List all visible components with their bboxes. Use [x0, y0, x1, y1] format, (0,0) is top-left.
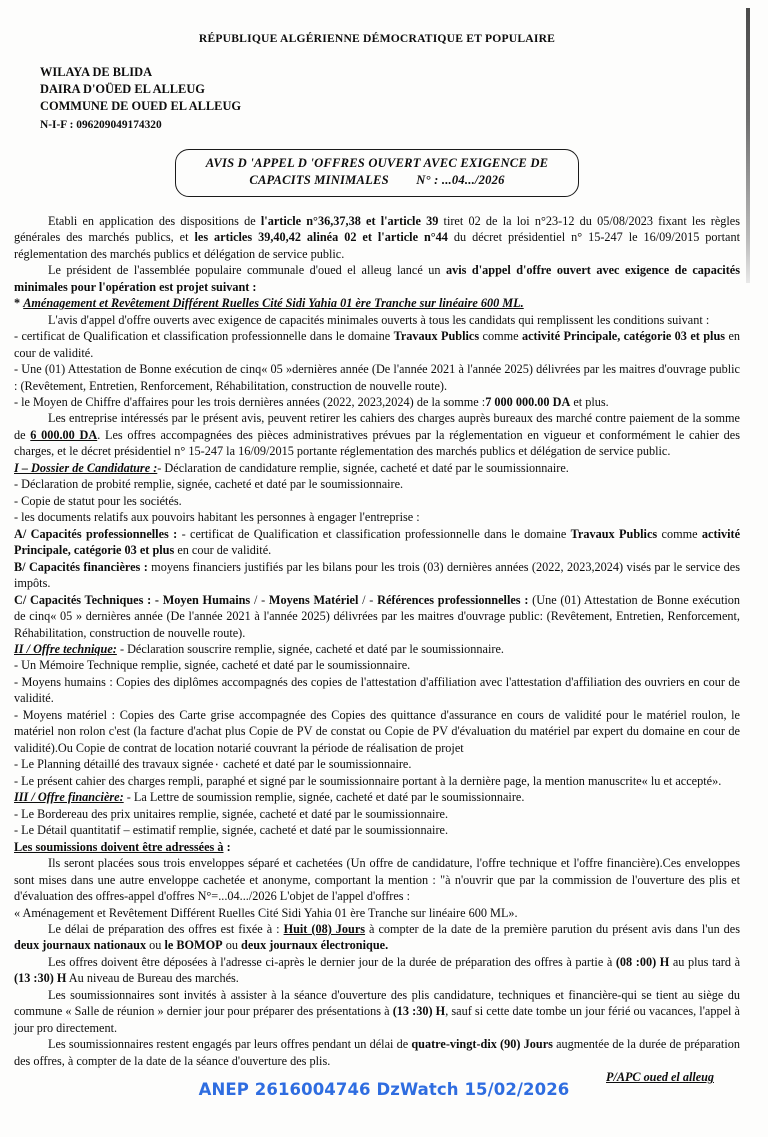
condition-item-attestation: - Une (01) Attestation de Bonne exécution de cinq« 05 »dernières année (De l'année 2021 à l'année 2025) délivrées par les maitres d'ouvrage public : (Revêtement, Entretien, Renforcement, Réhabilitation, construction de nouvelle route).	[14, 362, 740, 393]
section-3-text: - La Lettre de soumission remplie, signée, cacheté et daté par le soumissionnaire.	[123, 790, 525, 805]
daira-line: DAIRA D'OÜED EL ALLEUG	[40, 81, 205, 96]
cond1-category: activité Principale, catégorie 03 et plus	[521, 329, 726, 344]
capB-text: moyens financiers justifiés par les bilans pour les trois (03) dernières années (2022, 2023,2024) visés par le service des impôts.	[14, 559, 741, 591]
section-2-item-planning: - Le Planning détaillé des travaux signée٠ cacheté et daté par le soumissionnaire.	[14, 757, 412, 772]
legal-text-a: Etabli en application des dispositions de	[48, 213, 261, 228]
condition-item-qualification	[14, 328, 740, 361]
tender-type-emphasis: avis d'appel d'offre ouvert avec exigence de capacités minimales	[14, 263, 740, 294]
notice-title-box	[175, 149, 579, 197]
delai-newspapers: deux journaux nationaux	[14, 938, 147, 953]
capA-label: A/ Capacités professionnelles :	[14, 526, 182, 541]
depot-text-a: Les offres doivent être déposées à l'adresse ci-après le dernier jour de la durée de préparation des offres à partie à	[48, 954, 616, 969]
capA-category: activité Principale, catégorie 03 et plus	[14, 526, 741, 558]
section-2-item-materiel: - Moyens matériel : Copies des Carte grise accompagnée des Copies des quittance d'assurance en cours de validité pour le matériel roulon, le matériel non rolon c'est (la facture d'achat plus Copie de PV de constat ou Copie de PV d'évaluation du matériel par expert du domaine en cour de validité).Ou Copie de contrat de location notarié couvrant la période de réalisation de projet	[14, 707, 740, 755]
delai-text-c: ou	[146, 938, 165, 953]
capB-label: B/ Capacités financières :	[14, 559, 148, 574]
anep-footer: ANEP 2616004746 DzWatch 15/02/2026	[198, 1080, 570, 1099]
seance-text-a: Les soumissionnaires sont invités à assister à la séance d'ouverture des plis candidature, techniques et financière-qui se tient au siège du commune « Salle de réunion » dernier jour pour préparer des présentations à	[14, 987, 740, 1019]
engage-text-a: Les soumissionnaires restent engagés par leurs offres pendant un délai de	[48, 1037, 412, 1052]
document-content	[14, 0, 740, 1085]
section-1-item-statut: - Copie de statut pour les sociétés.	[14, 493, 182, 508]
section-3-heading: III / Offre financière:	[14, 790, 124, 805]
legal-text-b: tiret 02 de la loi n°23-12 du 05/08/2023 fixant les règles générales des marchés publics, et	[14, 213, 740, 245]
section-3-financiere	[14, 789, 740, 805]
depot-text-b: au plus tard à	[669, 954, 741, 969]
scan-edge	[746, 8, 750, 283]
paragraph-validity	[14, 1036, 740, 1069]
signature-block: P/APC oued el alleug	[606, 1070, 714, 1085]
cond3-text-b: et plus.	[570, 394, 609, 409]
paragraph-project-title	[14, 295, 740, 311]
retrait-text-a: Les entreprise intéressés par le présent avis, peuvent retirer les cahiers des charges auprès bureaux des marché contre paiement de la somme de	[14, 411, 740, 442]
capacity-a-professional	[14, 526, 740, 559]
capC-label: C/ Capacités Techniques : -	[14, 592, 163, 607]
notice-title-line2-text: CAPACITS MINIMALES	[249, 172, 389, 187]
retrait-amount: 6 000.00 DA	[30, 427, 98, 442]
legal-text-c: du décret présidentiel n° 15-247 le 16/09/2015 portant réglementation des marchés publics et délégation de service public.	[14, 230, 740, 261]
paragraph-president	[14, 262, 740, 295]
capC-sep-2: / -	[358, 592, 378, 607]
section-1-item-pouvoirs: - les documents relatifs aux pouvoirs habitant les personnes à engager l'entreprise :	[14, 510, 420, 525]
delai-text-b: à compter de la date de la première parution du présent avis dans l'un des	[365, 921, 741, 936]
wilaya-line: WILAYA DE BLIDA	[40, 65, 153, 79]
paragraph-opening-session	[14, 987, 740, 1036]
paragraph-withdrawal	[14, 410, 740, 459]
engage-text-b: augmentée de la durée de préparation des offres, à compter de la date de la séance d'ouverture des plis.	[14, 1037, 740, 1068]
project-bullet-icon: *	[14, 296, 24, 311]
notice-body	[14, 213, 740, 1069]
republic-heading: RÉPUBLIQUE ALGÉRIENNE DÉMOCRATIQUE ET POPULAIRE	[198, 32, 556, 45]
cond3-text-a: - le Moyen de Chiffre d'affaires pour les trois dernières années (2022, 2023,2024) de la somme :	[14, 394, 486, 409]
seance-time: (13 :30) H	[392, 1004, 446, 1019]
cond3-amount: 7 000 000.00 DA	[485, 394, 571, 409]
retrait-text-b: . Les offres accompagnées des pièces administratives prévues par la réglementation en vigueur et conformément le cahier des charges, et le décret présidentiel n° 15-247 la 16/09/2015 portante réglementation des marchés publics et délégation de service public.	[14, 427, 741, 459]
title-box-container	[14, 149, 740, 197]
section-1-item-probity: - Déclaration de probité remplie, signée, cacheté et daté par le soumissionnaire.	[14, 477, 404, 492]
capC-human: Moyen Humains	[162, 592, 251, 607]
cond1-text-c: en cour de validité.	[14, 329, 741, 360]
section-1-candidature	[14, 460, 740, 476]
section-4-heading: Les soumissions doivent être adressées à	[14, 839, 224, 854]
capA-domain: Travaux Publics	[570, 526, 658, 541]
commune-line: COMMUNE DE OUED EL ALLEUG	[40, 98, 242, 113]
president-text-b: pour l'opération est projet suivant :	[67, 279, 257, 294]
section-4-colon: :	[223, 839, 231, 854]
project-title-text: Aménagement et Revêtement Différent Ruelles Cité Sidi Yahia 01 ère Tranche sur linéaire 600 ML.	[23, 296, 524, 311]
section-2-heading: II / Offre technique:	[14, 642, 117, 657]
delai-bomop: le BOMOP	[164, 938, 223, 953]
engage-duration: quatre-vingt-dix (90) Jours	[411, 1037, 553, 1052]
cond1-text-a: - certificat de Qualification et classification professionnelle dans le domaine	[14, 329, 394, 344]
depot-time-end: (13 :30) H	[14, 971, 67, 986]
seance-text-b: , sauf si cette date tombe un jour férié ou vacances, l'appel à jour pro directement.	[14, 1004, 740, 1035]
legal-articles-2: les articles 39,40,42 alinéa 02 et l'article n°44	[194, 230, 448, 245]
delai-text-d: ou	[222, 938, 242, 953]
capC-text: (Une (01) Attestation de Bonne exécution de cinq« 05 » dernières année (De l'année 2021 à l'année 2025) délivrées par les maitres d'ouvrage public: (Revêtement, Entretien, Renforcement, Réhabilitation, construction de nouvelle route).	[14, 592, 741, 640]
depot-time-start: (08 :00) H	[615, 954, 670, 969]
cond1-domain: Travaux Publics	[393, 329, 480, 344]
cond1-text-b: comme	[479, 329, 522, 344]
capacity-b-financial	[14, 559, 740, 592]
section-2-item-cahier: - Le présent cahier des charges rempli, paraphé et signé par le soumissionnaire portant à la dernière page, la mention manuscrite« lu et accepté».	[14, 773, 722, 788]
section-1-text: - Déclaration de candidature remplie, signée, cacheté et daté par le soumissionnaire.	[157, 460, 569, 475]
capC-material: Moyens Matériel	[268, 592, 359, 607]
delai-text-e: .	[385, 938, 389, 953]
administration-block	[14, 64, 740, 133]
capC-references: Références professionnelles :	[377, 592, 529, 607]
section-3-item-detail: - Le Détail quantitatif – estimatif remplie, signée, cacheté et daté par le soumissionnaire.	[14, 823, 449, 838]
depot-text-c: Au niveau de Bureau des marchés.	[66, 971, 239, 986]
paragraph-envelopes: Ils seront placées sous trois enveloppes séparé et cachetées (Un offre de candidature, l'offre technique et l'offre financière).Ces enveloppes sont mises dans une autre enveloppe cachetée et anonyme, comportant la mention : "à n'ouvrir que par la commission de l'ouverture des plis et d'évaluation des offres-appel d'offres N°=...04.../2026 L'objet de l'appel d'offres :	[14, 856, 740, 904]
section-1-heading: I – Dossier de Candidature :	[14, 460, 158, 475]
paragraph-deposit	[14, 954, 740, 987]
notice-title-line2	[192, 172, 562, 189]
capA-text-c: en cour de validité.	[174, 543, 272, 558]
capA-text-b: comme	[657, 526, 702, 541]
section-2-text: - Déclaration souscrire remplie, signée, cacheté et daté par le soumissionnaire.	[116, 642, 504, 657]
section-2-item-memoire: - Un Mémoire Technique remplie, signée, cacheté et daté par le soumissionnaire.	[14, 658, 411, 673]
capacity-c-technical	[14, 592, 740, 641]
delai-electronic: deux journaux électronique	[241, 938, 386, 953]
paragraph-legal-basis	[14, 213, 740, 262]
delai-text-a: Le délai de préparation des offres est fixée à :	[48, 921, 284, 936]
condition-item-turnover	[14, 394, 740, 410]
nif-line: N-I-F : 096209049174320	[40, 118, 162, 131]
section-3-item-bordereau: - Le Bordereau des prix unitaires remplie, signée, cacheté et daté par le soumissionnaire.	[14, 806, 449, 821]
legal-articles-1: l'article n°36,37,38 et l'article 39	[260, 213, 439, 228]
section-4-submissions	[14, 839, 740, 855]
notice-number: N° : ...04.../2026	[416, 172, 505, 187]
delai-days: Huit (08) Jours	[283, 921, 366, 936]
capC-sep-1: / -	[250, 592, 269, 607]
section-2-item-humains: - Moyens humains : Copies des diplômes accompagnés des copies de l'attestation d'affiliation avec l'attestation d'affiliation des ouvriers en cour de validité.	[14, 674, 740, 706]
president-text-a: Le président de l'assemblée populaire communale d'oued el alleug lancé un	[48, 263, 447, 278]
notice-title-line1: AVIS D 'APPEL D 'OFFRES OUVERT AVEC EXIGENCE DE	[205, 156, 549, 171]
section-2-technique	[14, 641, 740, 657]
paragraph-deadline	[14, 921, 740, 954]
capA-text-a: - certificat de Qualification et classification professionnelle dans le domaine	[181, 526, 571, 541]
paragraph-envelope-object: « Aménagement et Revêtement Différent Ruelles Cité Sidi Yahia 01 ère Tranche sur linéaire 600 ML».	[14, 905, 518, 920]
paragraph-conditions-intro: L'avis d'appel d'offre ouverts avec exigence de capacités minimales ouverts à tous les candidats qui remplissent les conditions suivant :	[48, 312, 710, 327]
